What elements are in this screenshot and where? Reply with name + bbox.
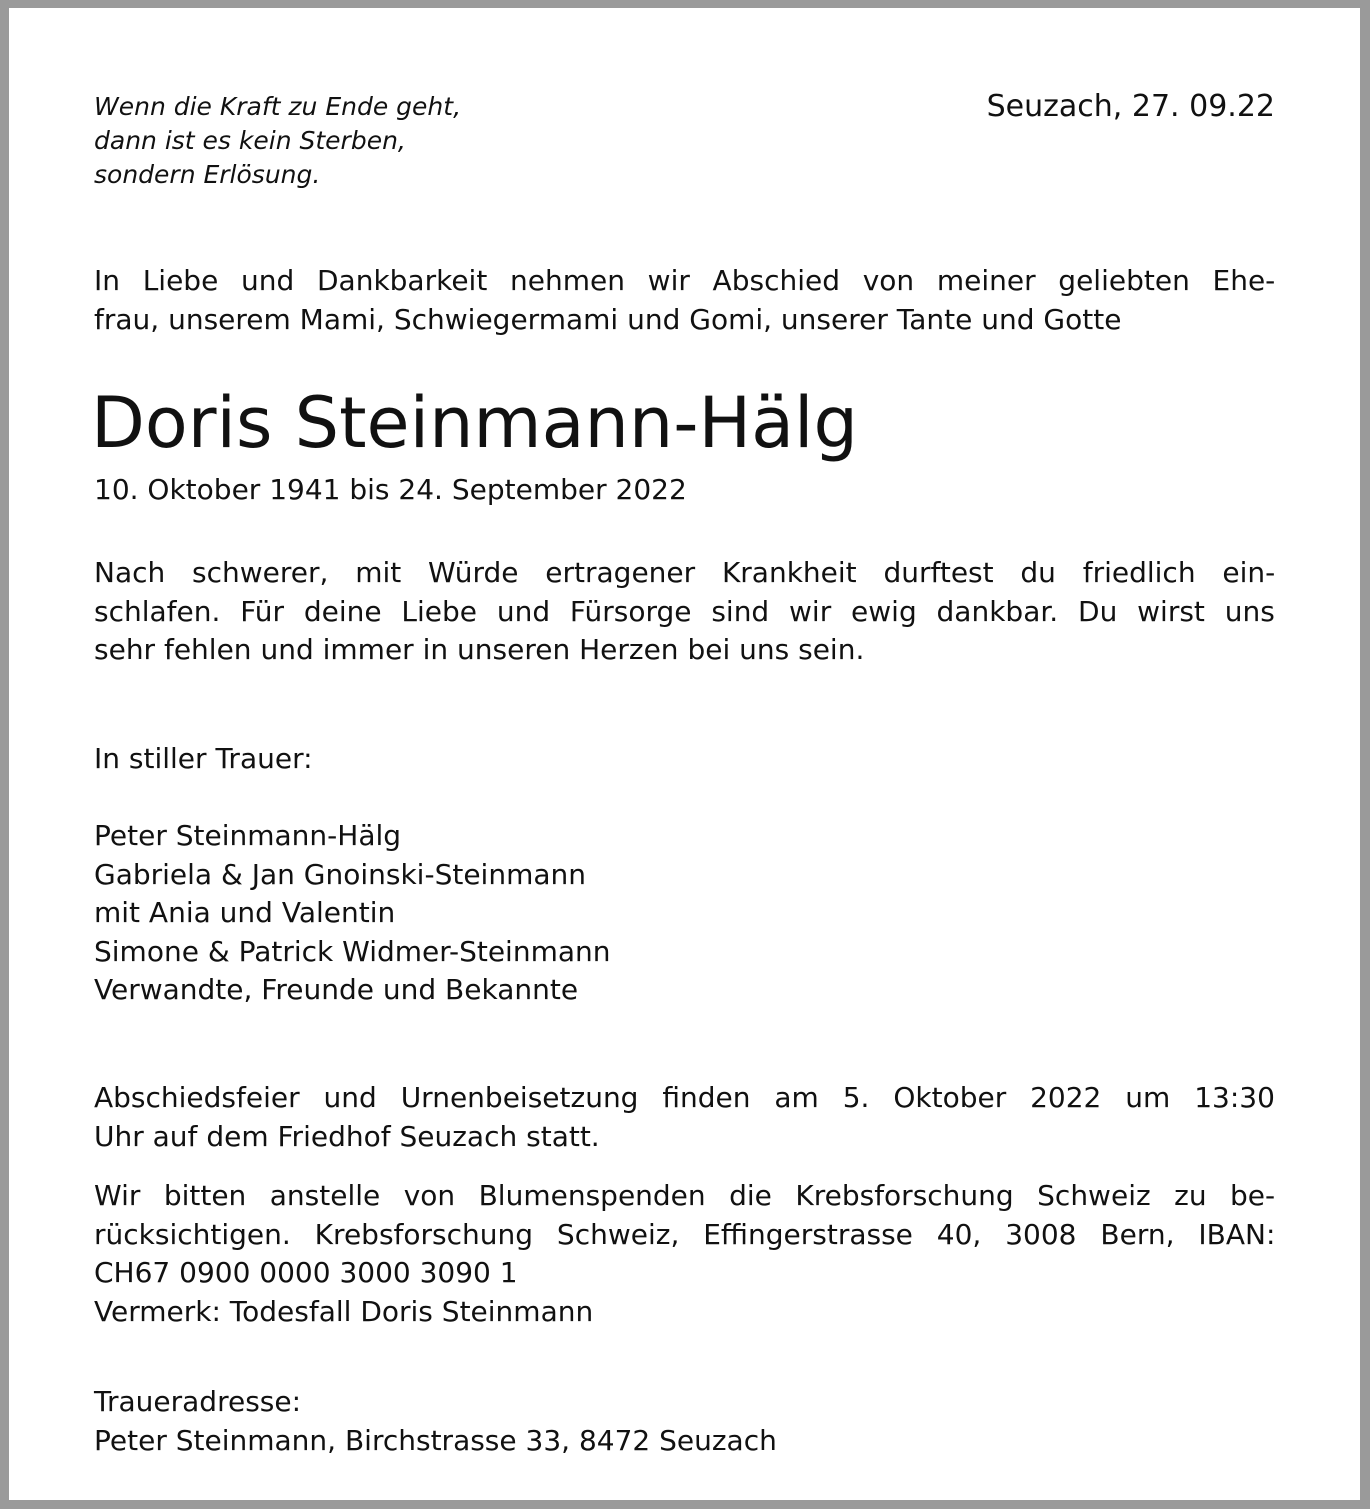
mourner-item: Peter Steinmann-Hälg: [94, 819, 402, 852]
ceremony-line: Abschiedsfeier und Urnenbeisetzung finden am 5. Oktober 2022 um 13:30: [94, 1081, 1275, 1114]
intro-line: frau, unserem Mami, Schwiegermami und Gomi, unserer Tante und Gotte: [94, 302, 1122, 336]
donation-line: rücksichtigen. Krebsforschung Schweiz, Effingerstrasse 40, 3008 Bern, IBAN:: [94, 1217, 1276, 1251]
mourner-item: mit Ania und Valentin: [94, 896, 396, 929]
life-dates-text: 10. Oktober 1941 bis 24. September 2022: [94, 473, 687, 506]
mourner-item: Verwandte, Freunde und Bekannte: [94, 973, 579, 1006]
motto-quote: [94, 90, 461, 192]
donation-iban: CH67 0900 0000 3000 3090 1: [94, 1256, 518, 1289]
mourners-list: [94, 817, 1275, 1010]
intro-paragraph: [94, 262, 1275, 339]
ceremony-line: Uhr auf dem Friedhof Seuzach statt.: [94, 1119, 600, 1153]
address-value: Peter Steinmann, Birchstrasse 33, 8472 Seuzach: [94, 1423, 777, 1457]
motto-line: dann ist es kein Sterben,: [94, 126, 406, 155]
obituary-sheet: [9, 8, 1360, 1500]
donation-paragraph: [94, 1177, 1275, 1331]
mourning-address: [94, 1383, 1275, 1460]
address-label: Traueradresse:: [94, 1385, 302, 1418]
motto-line: sondern Erlösung.: [94, 160, 321, 189]
donation-line: Wir bitten anstelle von Blumenspenden die Krebsforschung Schweiz zu be-: [94, 1179, 1276, 1212]
place-date: Seuzach, 27. 09.22: [986, 89, 1275, 124]
motto-line: Wenn die Kraft zu Ende geht,: [94, 92, 462, 121]
mourning-label-text: In stiller Trauer:: [94, 742, 313, 775]
mourner-item: Simone & Patrick Widmer-Steinmann: [94, 934, 611, 968]
farewell-line: sehr fehlen und immer in unseren Herzen bei uns sein.: [94, 633, 865, 666]
ceremony-paragraph: [94, 1079, 1275, 1156]
farewell-line: Nach schwerer, mit Würde ertragener Krankheit durftest du friedlich ein-: [94, 556, 1276, 589]
intro-line: In Liebe und Dankbarkeit nehmen wir Abschied von meiner geliebten Ehe-: [94, 264, 1276, 297]
farewell-paragraph: [94, 554, 1275, 670]
deceased-name: Doris Steinmann-Hälg: [91, 382, 858, 464]
farewell-line: schlafen. Für deine Liebe und Fürsorge sind wir ewig dankbar. Du wirst uns: [94, 594, 1275, 628]
life-dates: [94, 471, 1275, 510]
mourning-label: [94, 740, 1275, 779]
mourner-item: Gabriela & Jan Gnoinski-Steinmann: [94, 857, 586, 891]
donation-note: Vermerk: Todesfall Doris Steinmann: [94, 1294, 594, 1328]
